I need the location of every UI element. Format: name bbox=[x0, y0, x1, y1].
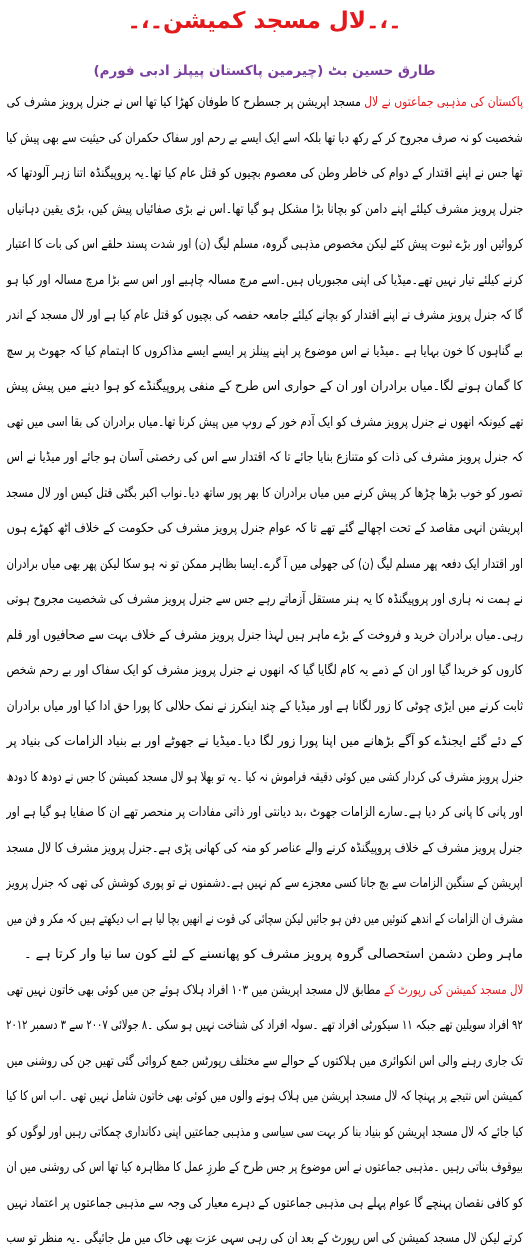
line-content bbox=[7, 298, 524, 334]
line-text: کے دئے گئے ایجنڈے کو آگے بڑھانے میں اپنا پورا زور لگا دیا۔میڈیا نے جھوٹے اور بے بنیاد الزامات کی بنیاد پر bbox=[6, 734, 523, 749]
line-content bbox=[24, 937, 523, 973]
article-line-3 bbox=[6, 156, 523, 192]
line-text: تک جاری رہنے والی اس انکوائری میں ہلاکتوں کے حوالے سے مختلف رپورٹس جمع کروائی گئی تھیں جن کی روشنی میں bbox=[6, 1053, 523, 1069]
article-line-8 bbox=[6, 334, 523, 370]
line-content bbox=[7, 724, 524, 760]
article-line-32 bbox=[6, 1186, 523, 1222]
article-line-15 bbox=[6, 582, 523, 618]
article-byline: طارق حسین بٹ (چیرمین پاکستان پیپلز ادبی فورم) bbox=[93, 63, 436, 79]
line-text: کرنے کیلئے تیار نہیں تھے۔میڈیا کی اپنی مجبوریاں ہیں۔اسے مرچ مسالہ چاہیے اور اس سے بڑا مرچ مسالہ اور کیا ہو bbox=[6, 272, 523, 288]
article-line-13 bbox=[6, 511, 523, 547]
line-content bbox=[7, 440, 524, 476]
line-text: تھا جس نے اپنے اقتدار کے دوام کی خاطر وطن کی معصوم بچیوں کو قتل عام کیا تھا۔یہ پروپیگنڈہ اتنا زہر آلودتھا کہ bbox=[6, 166, 523, 181]
line-content bbox=[7, 1008, 524, 1044]
article-body bbox=[6, 85, 523, 1257]
article-line-33 bbox=[6, 1221, 523, 1257]
line-text: نے ہمت نہ ہاری اور پروپیگنڈہ کا یہ ہنر مستقل آزماتے رہے جس سے جنرل پرویز مشرف کی شخصیت مجروح ہوتی bbox=[6, 592, 523, 607]
line-text: جنرل پرویز مشرف کیلئے اپنے دامن کو بچانا بڑا مشکل ہو گیا تھا۔اس نے بڑی صفائیاں پیش کیں، بڑی یقین دہانیاں bbox=[6, 201, 523, 217]
article-line-27 bbox=[6, 1008, 523, 1044]
line-content bbox=[7, 511, 524, 547]
line-content bbox=[7, 760, 524, 796]
line-text: شخصیت کو نہ صرف مجروح کر کے رکھ دیا تھا بلکہ اسے ایک ایسے بے رحم اور سفاک حکمران کی حیثیت سے بھی پیش کیا bbox=[6, 130, 523, 146]
article-line-12 bbox=[6, 476, 523, 512]
line-content bbox=[7, 405, 524, 441]
line-content bbox=[7, 369, 524, 405]
line-content bbox=[7, 263, 524, 299]
article-line-5 bbox=[6, 227, 523, 263]
line-text: اور پانی کا پانی کر دیا ہے۔سارے الزامات جھوٹ ،بد دیانتی اور ذاتی مفادات پر منحصر تھے ان کا صفایا ہو گیا ہے اور bbox=[6, 805, 523, 820]
line-content bbox=[7, 902, 524, 938]
line-content bbox=[7, 1221, 524, 1257]
article-line-10 bbox=[6, 405, 523, 441]
line-text: مسجد اپریشن پر جسطرح کا طوفان کھڑا کیا تھا اس نے جنرل پرویز مشرف کی bbox=[6, 95, 365, 110]
highlighted-lead: پاکستان کی مذہبی جماعتوں نے لال bbox=[364, 95, 523, 110]
line-text: تھے کیونکہ انھوں نے جنرل پرویز مشرف کو ایک آدم خور کے روپ میں پیش کرنا تھا۔میاں برادران کی بقا اسی میں تھی bbox=[6, 414, 523, 430]
article-title: ۔،۔لال مسجد کمیشن۔،۔ bbox=[127, 8, 402, 34]
line-text: ماہر وطن دشمن استحصالی گروہ پرویز مشرف کو پھانسنے کے لئے کون سا نیا وار کرتا ہے ۔ bbox=[23, 947, 523, 962]
article-line-25 bbox=[6, 937, 523, 973]
line-content bbox=[7, 227, 524, 263]
line-text: جنرل پرویز مشرف کے خلاف پروپیگنڈہ کرنے والے عناصر کو منہ کی کھانی پڑی ہے۔جنرل پرویز مشرف کا لال مسجد bbox=[6, 840, 523, 856]
line-content bbox=[7, 973, 524, 1009]
line-text: ثابت کرنے میں ایڑی چوٹی کا زور لگانا ہے اور میڈیا کے چند اینکرز نے نمک حلالی کا پورا حق ادا کیا اور میاں برادران bbox=[6, 698, 523, 714]
line-content bbox=[7, 1044, 524, 1080]
line-content bbox=[7, 192, 524, 228]
article-line-31 bbox=[6, 1150, 523, 1186]
line-text: کاروں کو خریدا گیا اور ان کے ذمے یہ کام لگایا گیا کہ انھوں نے جنرل پرویز مشرف کو ایک سفاک اور بے رحم شخص bbox=[6, 663, 523, 678]
article-line-22 bbox=[6, 831, 523, 867]
line-content bbox=[7, 1150, 524, 1186]
line-text: اور اقتدار ایک دفعہ پھر مسلم لیگ (ن) کی جھولی میں آ گرے۔ایسا بظاہر ممکن تو نہ ہو سکا لیکن پھر بھی میاں برادران bbox=[6, 556, 523, 572]
line-text: بے گناہوں کا خون بہایا ہے ۔میڈیا نے اس موضوع پر اپنے پینلز پر ایسے ایسے مذاکروں کا اہتمام کیا کہ جھوٹ پر سچ bbox=[6, 343, 523, 359]
article-line-28 bbox=[6, 1044, 523, 1080]
article-line-24 bbox=[6, 902, 523, 938]
line-text: تصور کو خوب بڑھا چڑھا کر پیش کرنے میں میاں برادران کا بھر پور ساتھ دیا۔نواب اکبر بگٹی قتل کیس اور لال مسجد bbox=[6, 485, 523, 501]
line-content bbox=[7, 689, 524, 725]
line-text: کو کافی نقصان پہنچے گا عوام پہلے ہی مذہبی جماعتوں کے دہرے معیار کی وجہ سے مذہبی جماعتوں پر اعتماد نہیں bbox=[6, 1195, 523, 1211]
article-line-19 bbox=[6, 724, 523, 760]
line-text: کمیشن اس نتیجے پر پہنچا کہ لال مسجد اپریشن میں ہلاک ہونے والوں میں کوئی بھی خاتون شامل نہیں تھی ۔اب اس کا کیا bbox=[6, 1089, 523, 1104]
line-content bbox=[7, 334, 524, 370]
article-line-21 bbox=[6, 795, 523, 831]
article-line-20 bbox=[6, 760, 523, 796]
article-line-29 bbox=[6, 1079, 523, 1115]
line-content bbox=[7, 618, 524, 654]
line-text: کہ جنرل پرویز مشرف کی ذات کو متنازع بنایا جائے تا کہ اقتدار سے اس کی رخصتی آسان ہو جائے اور میڈیا نے اس bbox=[6, 450, 523, 465]
article-line-17 bbox=[6, 653, 523, 689]
line-content bbox=[7, 476, 524, 512]
article-line-11 bbox=[6, 440, 523, 476]
line-text: مطابق لال مسجد اپریشن میں ۱۰۳ افراد ہلاک ہوئے جن میں کوئی بھی خاتون نہیں تھی bbox=[6, 982, 384, 998]
line-content bbox=[7, 866, 524, 902]
line-content bbox=[7, 85, 524, 121]
line-content bbox=[7, 121, 524, 157]
article-line-4 bbox=[6, 192, 523, 228]
line-content bbox=[7, 1186, 524, 1222]
line-text: بیوقوف بناتی رہیں ۔مذہبی جماعتوں نے اس موضوع پر جس طرح کے طرزِ عمل کا مظاہرہ کیا تھا اس کی روشنی میں ان bbox=[6, 1160, 523, 1175]
article-line-6 bbox=[6, 263, 523, 299]
line-text: رہی۔میاں برادران خرید و فروخت کے بڑے ماہر ہیں لہذا جنرل پرویز مشرف کے خلاف بہت سے صحافیوں اور قلم bbox=[6, 627, 523, 643]
line-text: کرتے لیکن لال مسجد کمیشن کی اس رپورٹ کے بعد ان کی رہی سہی عزت بھی خاک میں مل جائیگی ۔یہ منظر تو سب bbox=[6, 1231, 523, 1246]
article-line-16 bbox=[6, 618, 523, 654]
highlighted-lead: لال مسجد کمیشن کی رپورٹ کے bbox=[383, 982, 523, 998]
article-line-9 bbox=[6, 369, 523, 405]
line-text: کا گمان ہونے لگا۔میاں برادران اور ان کے حواری اس طرح کے منفی پروپیگنڈے کو ہوا دینے میں پیش پیش bbox=[6, 379, 523, 394]
article-line-2 bbox=[6, 121, 523, 157]
article-line-23 bbox=[6, 866, 523, 902]
line-content bbox=[7, 653, 524, 689]
line-content bbox=[7, 547, 524, 583]
line-content bbox=[7, 795, 524, 831]
line-content bbox=[7, 582, 524, 618]
line-text: کیا جائے کہ لال مسجد اپریشن کو بنیاد بنا کر بہت سی سیاسی و مذہبی جماعتیں اپنی دکانداری چمکاتی رہیں اور لوگوں کو bbox=[6, 1124, 523, 1140]
line-text: جنرل پرویز مشرف کی کردار کشی میں کوئی دقیقہ فراموش نہ کیا ۔یہ تو بھلا ہو لال مسجد کمیشن کا جس نے دودھ کا دودھ bbox=[6, 769, 523, 785]
article-line-14 bbox=[6, 547, 523, 583]
line-content bbox=[7, 1115, 524, 1151]
article-line-30 bbox=[6, 1115, 523, 1151]
line-content bbox=[7, 831, 524, 867]
line-content bbox=[7, 1079, 524, 1115]
article-line-26 bbox=[6, 973, 523, 1009]
article-line-1 bbox=[6, 85, 523, 121]
line-text: کروائیں اور بڑے ثبوت پیش کئے لیکن مخصوص مذہبی گروہ، مسلم لیگ (ن) اور شدت پسند حلقے اس کی بات کا اعتبار bbox=[6, 237, 523, 252]
line-content bbox=[7, 156, 524, 192]
line-text: اپریشن انہی مقاصد کے تحت اچھالے گئے تھے تا کہ عوام جنرل پرویز مشرف کی حکومت کے خلاف اٹھ کھڑے ہوں bbox=[6, 521, 523, 536]
line-text: ۹۲ افراد سویلین تھے جبکہ ۱۱ سیکورٹی افراد تھے ۔سولہ افراد کی شناخت نہیں ہو سکی ۔۸ جولائی ۲۰۰۷ سے ۳ دسمبر ۲۰۱۲ bbox=[6, 1018, 523, 1033]
article-line-7 bbox=[6, 298, 523, 334]
line-text: مشرف ان الزامات کے اندھے کنوئیں میں دفن ہو جائیں لیکن سچائی کی قوت نے انھیں بچا لیا ہے اب دیکھتے ہیں کہ مکر و فن میں bbox=[6, 911, 523, 927]
line-text: اپریشن کے سنگین الزامات سے بچ جانا کسی معجزے سے کم نہیں ہے۔دشمنوں نے تو پوری کوشش کی تھی کہ جنرل پرویز bbox=[6, 876, 523, 891]
line-text: گا کہ جنرل پرویز مشرف نے اپنے اقتدار کو بچانے کیلئے جامعہ حفصہ کی بچیوں کو قتل عام کیا ہے اور لال مسجد کے اندر bbox=[6, 308, 523, 323]
article-line-18 bbox=[6, 689, 523, 725]
